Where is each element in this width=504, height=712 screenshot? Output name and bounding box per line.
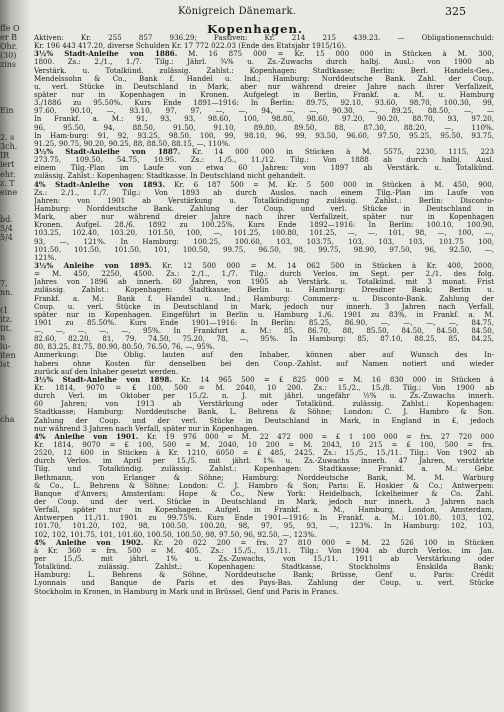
text-line: Totalkünd. zulässig. Zahlst.: Kopenhagen: Stadtkasse, Stockholms Enskilda Bank;	[34, 563, 494, 572]
text-line: 82.60, 82.20, 81, 79, 74.50, 75.20, 78, —, 95%. In Hamburg: 85, 87.10, 88.25, 85, 84.25,	[34, 335, 494, 344]
gutter-fragment: n	[0, 333, 6, 343]
gutter-fragment: zins	[0, 60, 17, 70]
text-line: später nur in Kopenhagen. Eingeführt in Berlin u. Hamburg 1./6. 1901 zu 83%, in Frankf. a. M.	[34, 310, 494, 319]
text-line: 3./1886 zu 95.50%. Kurs Ende 1891—1916: In Berlin: 89.75, 92.10, 93.60, 98.70, 100.30, 99,	[34, 99, 494, 108]
text-line: der Coup. und der verl. Stücke in Deutschland in Mark, jedoch nur innerh. 3 Jahren nach	[34, 498, 494, 507]
text-line: Kronen. Aufgel. 28./6. 1892 zu 100.25%. Kurs Ende 1892—1916: In Berlin: 100.10, 100.90,	[34, 221, 494, 230]
text-line: Coup. u. verl. Stücke in Deutschland in Mark, jedoch nur innerh. 3 Jahren nach Verfall,	[34, 302, 494, 311]
text-line: Jahres von 1896 ab innerh. 60 Jahren, von 1905 ab Verstärk. u. Totalkünd. mit 3 monat. Frist	[34, 278, 494, 287]
gutter-fragment	[0, 370, 30, 379]
gutter-fragment	[0, 270, 30, 279]
text-line: zurück auf den Inhaber gesetzt werden.	[34, 367, 179, 376]
gutter-fragment	[0, 115, 30, 124]
gutter-fragment	[0, 424, 30, 433]
text-line: Zahlung der Coup. und der verl. Stücke in Deutschland in Mark, in England in £, jedoch	[34, 416, 494, 425]
gutter-fragment	[0, 251, 30, 260]
text-line: einem Tilg.-Plan im Laufe von etwa 60 Jahren: von 1897 ab Verstärk. u. Totalkünd.	[34, 164, 494, 173]
gutter-fragment: tit.	[0, 324, 12, 334]
gutter-fragment	[0, 88, 30, 97]
gutter-fragment	[0, 260, 30, 269]
gutter-fragment: er B	[0, 33, 17, 43]
text-line: 273.75, 109.50, 54.75, 10.95. Zs.: 1./5., 11./12. Tilg.: Von 1888 ab durch halbj. Ausl.	[34, 156, 494, 165]
text-line: 80, 83.25, 81.75, 80.90, 80.50, 76.50, 76, —, 95%.	[34, 343, 215, 352]
gutter-fragment: eine	[0, 187, 18, 197]
text-line: 3½% Stadt-Anleihe von 1886. M. 16 875 000 = Kr. 15 000 000 in Stücken à M. 300,	[34, 50, 494, 59]
gutter-fragment	[0, 397, 30, 406]
facing-page-fragments	[0, 24, 30, 442]
text-line: = M. 450, 2250, 4500. Zs.: 2./1., 1./7. Tilg.: durch Verlos. im Sept. per 2./1. des folg.	[34, 270, 494, 279]
text-line: Zs.: 2./1., 1./7. Tilg.: Von 1893 ab durch Auslos. nach einem Tilg.-Plan im Laufe von	[34, 188, 494, 197]
gutter-fragment: 5/4	[0, 233, 13, 243]
text-line: Bethmann, von Erlanger & Söhne; Hamburg: Norddeutsche Bank, M. M. Warburg	[34, 473, 494, 482]
text-line: durch Verl. im Oktober per 15./2. n. J. mit jährl. ungefähr ½% u. Zs.-Zuwachs innerh.	[34, 392, 494, 401]
gutter-fragment	[0, 242, 30, 251]
text-line: Verstärk. u. Totalkünd. zulässig. Zahlst.: Kopenhagen: Stadtkasse; Berlin: Berl. Handels-Ges.,	[34, 66, 494, 75]
gutter-fragment: nn.	[0, 287, 13, 297]
gutter-fragment	[0, 297, 30, 306]
gutter-fragment: iu-	[0, 342, 11, 352]
text-line: Hamburg: L. Behrens & Söhne, Norddeutsche Bank; Brüsse, Genf u. Paris: Crédit	[34, 571, 494, 580]
text-line: nur während 3 Jahren nach Verfall, später nur in Kopenhagen.	[34, 424, 260, 433]
text-line: Frankf. a. M.: Bank f. Handel u. Ind.; Hamburg: Commerz- u. Disconto-Bank. Zahlung der	[34, 294, 494, 303]
gutter-fragment: (1	[0, 305, 9, 315]
gutter-fragment: z. T	[0, 178, 15, 188]
text-line: 96, 95.50, 94, 88.50, 91.50, 91.10, 89.80, 89.50, 88, 87.30, 88.20, —, 110%.	[34, 123, 494, 132]
gutter-fragment	[0, 124, 30, 133]
text-line: Hamburg: Norddeutsche Bank. Zahlung der Coup. und verl. Stücke in Deutschland in	[34, 204, 494, 213]
gutter-fragment: Ein	[0, 105, 14, 115]
text-line: 102, 102, 101.75, 101, 101.60, 100.50, 100.50, 98, 97.50, 96, 92.50, —, 123%.	[34, 530, 317, 539]
section-title: Kopenhagen.	[207, 22, 303, 36]
text-line: per 15./5. mit jährl. 1% u. Zs.-Zuwachs, von 15./11. 1911 ab Verstärkung oder	[34, 555, 494, 563]
gutter-fragment: 7,	[0, 278, 8, 288]
text-line: u. verl. Stücke in Deutschland in Mark, aber nur während dreier Jahre nach ihrer Verfallzeit,	[34, 82, 494, 91]
gutter-fragment: Ohr.	[0, 42, 18, 52]
gutter-fragment: ist	[0, 360, 10, 370]
text-line: Mendelssohn & Co., Bank f. Handel u. Ind.; Hamburg: Norddeutsche Bank. Zahl. der Coup.	[34, 74, 494, 83]
facing-page-gutter	[0, 0, 30, 712]
text-line: In Frankf. a. M.: 91, 93, 93, 98.60, 100, 98.80, 98.60, 97.20, 90.20, 88.70, 93, 97.20,	[34, 115, 494, 124]
text-line: 3½% Stadt-Anleihe von 1887. Kr. 14 000 000 in Stücken à M. 5575, 2230, 1115, 223	[34, 147, 494, 156]
text-line: 91.25, 90.75, 90.20, 90.25, 88, 88.50, 88.15, —, 110%.	[34, 139, 231, 148]
text-line: Jahren: von 1901 ab Verstärkung u. Totalkündigung zulässig. Zahlst.: Berlin: Disconto-	[34, 196, 494, 205]
text-line: 97.60, 90.10, —, 93.10, 97, 97, —, —, 94, —, —, 90.30, —, 89.25, 88.50, —, —	[34, 107, 494, 116]
body-text	[34, 34, 494, 708]
text-line: 4% Anleihe von 1902. Kr. 20 022 200 = frs. 27 810 000 = M. 22 526 100 in Stücken	[34, 538, 494, 547]
text-line: Antwerpen 11./11. 1901 zu 99.75%. Kurs Ende 1901—1916: In Frankf. a. M.: 101.80, 103, 102,	[34, 514, 494, 523]
text-line: zulässig. Zahlst.: Kopenhagen: Stadtkasse; Berlin u. Hamburg: Dresdner Bank; Berlin u.	[34, 286, 494, 295]
gutter-fragment	[0, 206, 30, 215]
text-line: Verfall, später nur in Kopenhagen. Aufgel. in Frankf. a. M., Hamburg, London, Amsterdam,	[34, 506, 494, 515]
text-line: durch Verlos. im April per 15./5. mit jährl. 1% u. Zs.-Zuwachs innerh. 47 Jahren, verstärkte	[34, 457, 494, 466]
text-line: Stockholm in Kronen, in Hamburg in Mark und in Brüssel, Genf und Paris in Francs.	[34, 587, 339, 596]
text-line: 4% Stadt-Anleihe von 1893. Kr. 6 187 500 = M. Kr. 5 500 000 in Stücken à M. 450, 900,	[34, 180, 494, 189]
gutter-fragment	[0, 197, 30, 206]
gutter-fragment: iten	[0, 351, 16, 361]
gutter-fragment	[0, 433, 30, 442]
running-head: Königreich Dänemark.	[178, 6, 297, 17]
text-line: 1800. Zs.: 2./1., 1./7. Tilg.: Jährl. ¾% u. Zs.-Zuwachs durch halbj. Ausl.: von 1900 ab	[34, 58, 494, 67]
page-number: 325	[445, 5, 466, 18]
gutter-fragment	[0, 379, 30, 388]
text-line: & Co., L. Behrens & Söhne; London: C. J. Hambro & Son; Paris: E. Hoskier & Co.; Antwerpen:	[34, 481, 494, 490]
text-line: 103.25, 102.40, 103.20, 101.50, 100, —, 101.25, 100.80, 101.25, —, —, 101, 98, —, 100, —,	[34, 229, 494, 238]
text-line: Kr. 1814, 9070 = £ 100, 500 = M. 2040, 10 200. Zs.: 15./2., 15./8. Tilg.: Von 1900 ab	[34, 384, 494, 393]
text-line: 4% Anleihe von 1901. Kr. 19 976 000 = M. 22 472 000 = £ 1 100 000 = frs. 27 720 000	[34, 432, 494, 441]
gutter-fragment: IR	[0, 151, 10, 161]
text-line: —, —, —, —, —, 95%. In Frankfurt a. M.: 85, 86.70, 88, 85.50, 84.50, 84.50, 84.50,	[34, 327, 494, 336]
gutter-fragment	[0, 69, 30, 78]
text-line: zulässig. Zahlst.: Kopenhagen: Stadtkasse. In Deutschland nicht gehandelt.	[34, 172, 306, 181]
text-line: 1901 zu 85.50%. Kurs Ende 1901—1916: In Berlin: 85.25, 86.90, —, —, —, —, 84.75,	[34, 318, 494, 327]
gutter-fragment: 2. s	[0, 133, 15, 143]
text-line: 60 Jahren; von 1913 ab Verstärkung oder Totalkünd. zulässig. Zahlst.: Kopenhagen:	[34, 400, 494, 409]
text-line: Banque d'Anvers; Amsterdam: Hope & Co., New York: Heidelbach, Ickelheimer & Co. Zahl.	[34, 489, 494, 498]
gutter-fragment: ffe O	[0, 24, 20, 33]
text-line: 121%.	[34, 253, 57, 262]
text-line: Lyonnais und Banque de Paris et des Pays-Bas. Zahlung der Coup. u. verl. Stücke	[34, 579, 494, 588]
gutter-fragment: 5/4	[0, 224, 13, 234]
text-line: 3½% Anleihe von 1895. Kr. 12 500 000 = M. 14 062 500 in Stücken à Kr. 400, 2000,	[34, 261, 494, 270]
text-line: Anmerkung: Die Oblig. lauten auf den Inhaber, können aber auf Wunsch des In-	[34, 351, 494, 360]
text-line: Tilg. und Totalkündig. zulässig. Zahlst.: Kopenhagen: Stadtkasse; Frankf. a. M.: Gebr.	[34, 465, 494, 474]
gutter-fragment	[0, 406, 30, 415]
text-line: 3½% Stadt-Anleihe von 1898. Kr. 14 965 500 = £ 825 000 = M. 16 830 000 in Stücken à	[34, 375, 494, 384]
text-line: Stadtkasse; Hamburg: Norddeutsche Bank, L. Behrens & Söhne; London: C. J. Hambro & Son.	[34, 408, 494, 417]
gutter-fragment: cha	[0, 415, 15, 425]
gutter-fragment: (30)	[0, 51, 17, 61]
text-line: 101.50, 101.50, 101.50, 101, 100.50, 99.75, 96.50, 98, 99.75, 98.90, 97.50, 96, 92.50, —,	[34, 245, 494, 254]
text-line: Kr. 1814, 9070 = £ 100, 500 = M. 2040, 10 200 = M. 2043, 10 215 = £ 100, 500 = frs.	[34, 441, 494, 450]
gutter-fragment: bd.	[0, 214, 13, 224]
text-line: Mark, aber nur während dreier Jahre nach ihrer Verfallzeit, später nur in Kopenhagen	[34, 213, 494, 222]
gutter-fragment	[0, 97, 30, 106]
text-line: 93, —, 121%. In Hamburg: 100.25, 100.60, 103, 103.75, 103, 103, 103, 101.75 100,	[34, 237, 494, 246]
text-line: später nur in Kopenhagen in Kronen. Aufgelegt in Berlin, Frankf. a. M. u. Hamburg	[34, 90, 494, 99]
text-line: Aktiven: Kr. 255 857 936.29; Passiven: Kr. 214 215 439.23. — Obligationenschuld:	[34, 34, 494, 42]
text-line: Kr. 196 443 417.20, diverse Schulden Kr. 17 772 022.03 (Ende des Etatsjahr 1915/16).	[34, 42, 347, 51]
gutter-fragment: ehr.	[0, 169, 16, 179]
text-line: In Ham-burg: 91, 92, 93.25, 98.50, 100, 99, 98.10, 96, 99, 93.50, 96.60, 97.50, 95.25, 95.50, 93.75,	[34, 131, 494, 140]
text-line: 2520, 12 600 in Stücken à Kr. 1210, 6050 = £ 485, 2425. Zs.: 15./5., 15./11. Tilg.: Von 1902 ab	[34, 449, 494, 458]
gutter-fragment	[0, 79, 30, 88]
gutter-fragment: itz.	[0, 315, 13, 324]
text-line: habers ohne Kosten für denselben bei den Coup.-Zahlst. auf Namen notiert und wieder	[34, 359, 494, 368]
text-line: 101.70, 101.20, 102, 98, 100.50, 100.20, 98, 97, 95, 93, —, 123%. In Hamburg: 102, 103,	[34, 522, 494, 531]
gutter-fragment	[0, 388, 30, 397]
gutter-fragment: 3ch.	[0, 142, 18, 152]
text-line: à Kr. 360 = frs. 500 = M. 405. Zs.: 15./5., 15./11. Tilg.: Von 1904 ab durch Verlos. im Jan.	[34, 546, 494, 555]
gutter-fragment: iert	[0, 160, 15, 170]
